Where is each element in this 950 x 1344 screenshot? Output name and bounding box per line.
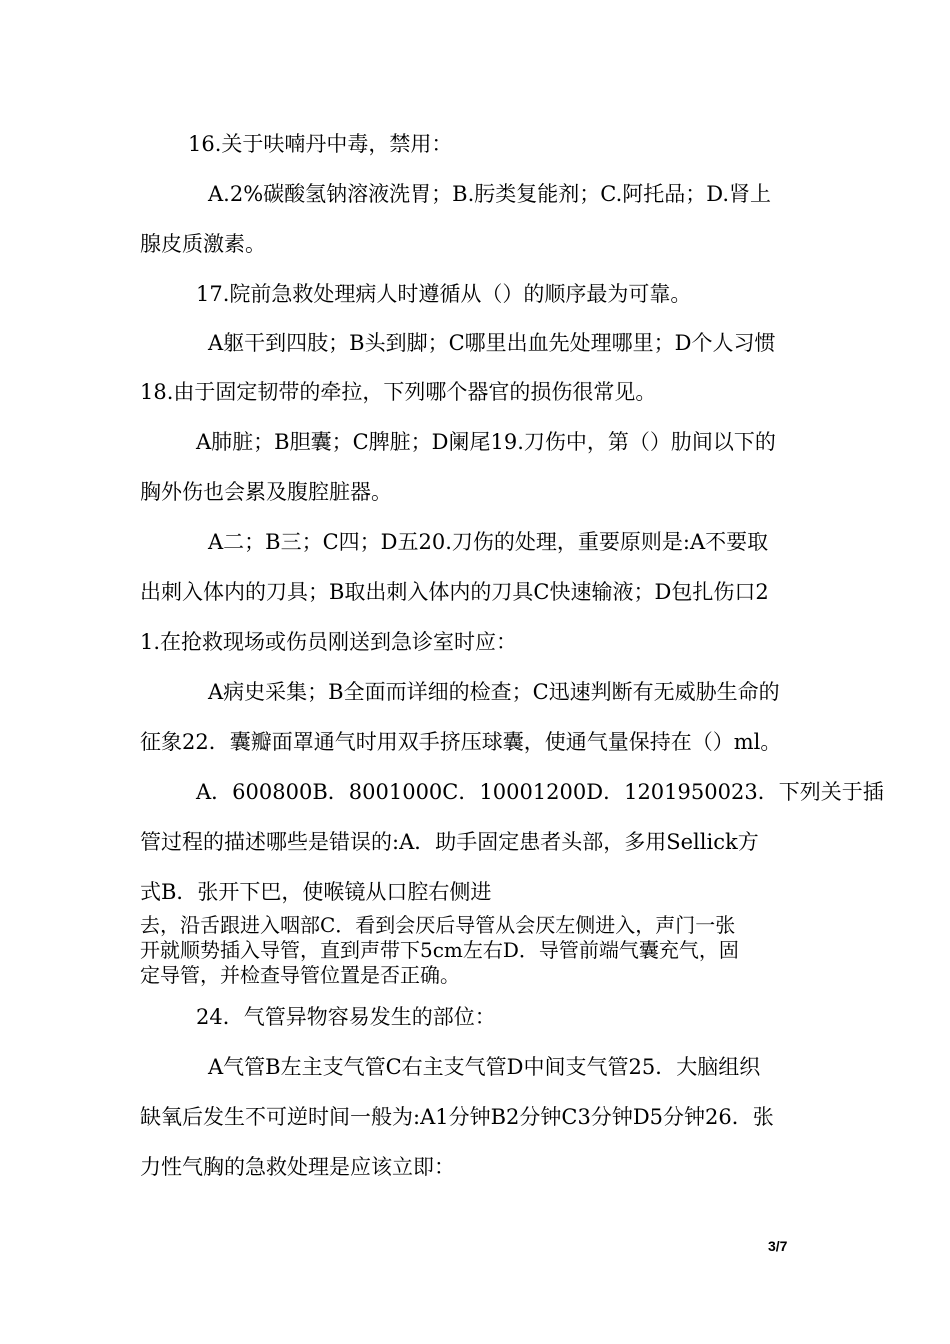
text-line: 缺氧后发生不可逆时间一般为:A1分钟B2分钟C3分钟D5分钟26．张 <box>140 1105 774 1129</box>
options-line: A．600800B．8001000C．10001200D．1201950023．下列关于插 <box>196 780 884 804</box>
options-line: A躯干到四肢；B头到脚；C哪里出血先处理哪里；D个人习惯 <box>208 331 776 355</box>
text-line: 1.在抢救现场或伤员刚送到急诊室时应： <box>140 630 518 654</box>
options-line: A病史采集；B全面而详细的检查；C迅速判断有无威胁生命的 <box>208 680 780 704</box>
text-line: 力性气胸的急救处理是应该立即： <box>140 1155 455 1179</box>
options-line: A.2%碳酸氢钠溶液洗胃；B.肟类复能剂；C.阿托品；D.肾上 <box>208 182 772 206</box>
text-line: 去，沿舌跟进入咽部C．看到会厌后导管从会厌左侧进入，声门一张 <box>140 913 736 937</box>
options-line: A气管B左主支气管C右主支气管D中间支气管25．大脑组织 <box>208 1055 761 1079</box>
question-17: 17.院前急救处理病人时遵循从（）的顺序最为可靠。 <box>196 282 692 306</box>
text-line: 管过程的描述哪些是错误的:A．助手固定患者头部，多用Sellick方 <box>140 830 759 854</box>
question-16: 16.关于呋喃丹中毒，禁用： <box>188 132 453 156</box>
text-line: 定导管，并检查导管位置是否正确。 <box>140 963 460 987</box>
question-18: 18.由于固定韧带的牵拉，下列哪个器官的损伤很常见。 <box>140 380 657 404</box>
text-line: 开就顺势插入导管，直到声带下5cm左右D．导管前端气囊充气，固 <box>140 938 739 962</box>
text-line: 出刺入体内的刀具；B取出刺入体内的刀具C快速输液；D包扎伤口2 <box>140 580 769 604</box>
text-line: 腺皮质激素。 <box>140 232 266 256</box>
text-line: 胸外伤也会累及腹腔脏器。 <box>140 480 392 504</box>
question-24: 24．气管异物容易发生的部位： <box>196 1005 496 1029</box>
text-line: 式B．张开下巴，使喉镜从口腔右侧进 <box>140 880 492 904</box>
page-number: 3/7 <box>768 1238 788 1254</box>
text-line: 征象22．囊瓣面罩通气时用双手挤压球囊，使通气量保持在（）ml。 <box>140 730 782 754</box>
options-line: A二；B三；C四；D五20.刀伤的处理，重要原则是:A不要取 <box>208 530 769 554</box>
options-line: A肺脏；B胆囊；C脾脏；D阑尾19.刀伤中，第（）肋间以下的 <box>196 430 776 454</box>
